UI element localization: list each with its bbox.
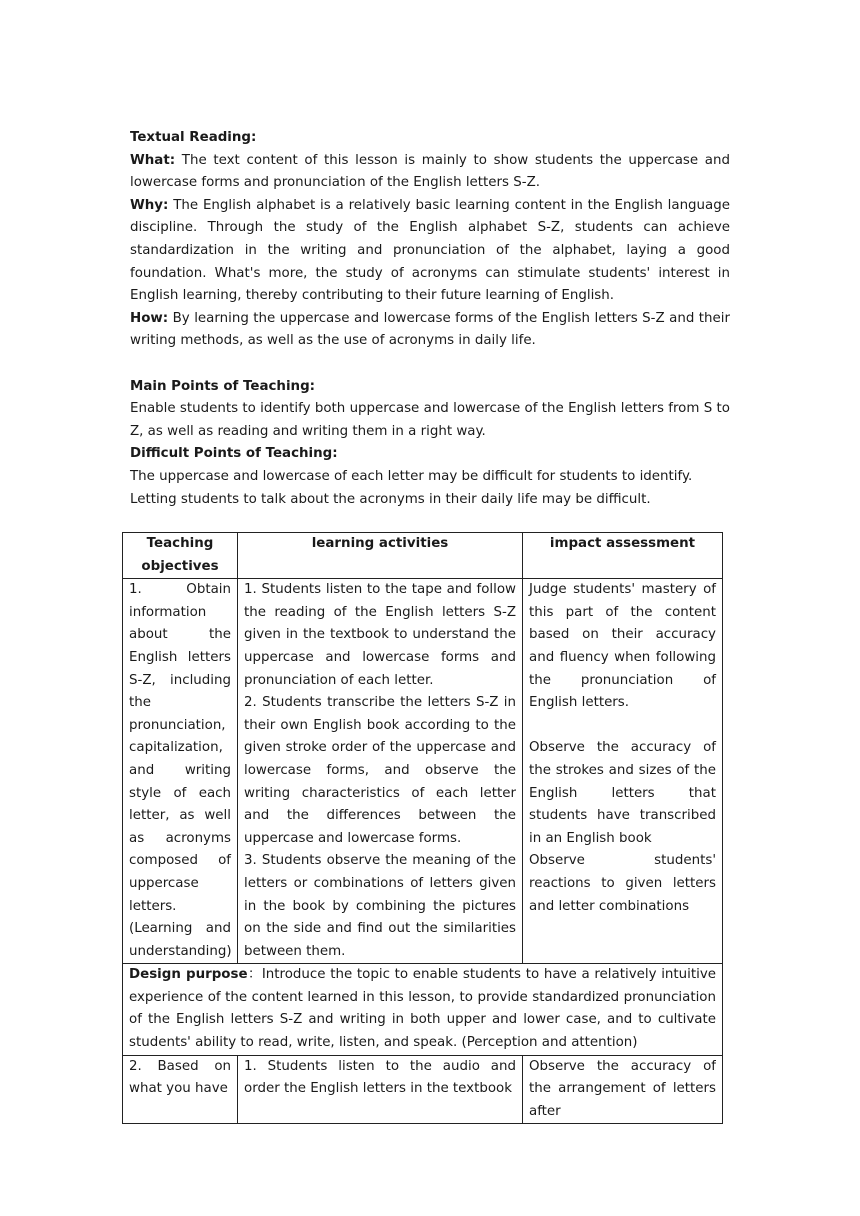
- main-points-text: Enable students to identify both uppercase and lowercase of the English letters from S to Z, as well as reading and writing them in a right way.: [130, 401, 730, 439]
- assessment-cell: [523, 1055, 723, 1124]
- header-teaching-objectives: Teaching objectives: [123, 533, 238, 579]
- main-points-heading: Main Points of Teaching:: [130, 378, 316, 394]
- how-label: How:: [130, 310, 169, 326]
- header-impact-assessment: impact assessment: [523, 533, 723, 579]
- difficult-points-line-2: Letting students to talk about the acronyms in their daily life may be difficult.: [130, 491, 651, 507]
- design-purpose-separator: ：: [247, 967, 262, 983]
- what-text: The text content of this lesson is mainly to show students the uppercase and lowercase forms and pronunciation of the English letters S-Z.: [130, 152, 730, 191]
- objective-text: 2. Based on what you have: [129, 1058, 231, 1097]
- assessment-2: Observe the accuracy of the strokes and sizes of the English letters that students have transcribed in an English book: [529, 740, 716, 846]
- design-purpose-cell: [123, 964, 723, 1055]
- what-label: What:: [130, 152, 176, 168]
- activity-3: 3. Students observe the meaning of the letters or combinations of letters given in the book by combining the pictures on the side and find out the similarities between them.: [244, 853, 516, 959]
- design-purpose-row: [123, 964, 723, 1055]
- why-label: Why:: [130, 197, 169, 213]
- spacer: [529, 715, 716, 738]
- why-text: The English alphabet is a relatively basic learning content in the English language discipline. Through the study of the English alphabet S-Z, students can achieve standardization in the writing and pronunciation of the alphabet, laying a good foundation. What's more, the study of acronyms can stimulate students' interest in English learning, thereby contributing to their future learning of English.: [130, 197, 730, 304]
- table-header-row: [123, 533, 723, 579]
- textual-reading-heading: Textual Reading:: [130, 130, 257, 145]
- table-row: [123, 579, 723, 964]
- lesson-analysis: [130, 127, 730, 511]
- activity-text: 1. Students listen to the audio and order the English letters in the textbook: [244, 1058, 516, 1097]
- activities-cell: [238, 579, 523, 964]
- how-text: By learning the uppercase and lowercase forms of the English letters S-Z and their writing methods, as well as the use of acronyms in daily life.: [130, 310, 730, 349]
- header-learning-activities: learning activities: [238, 533, 523, 579]
- objective-cell: 1. Obtain information about the English letters S-Z, including the pronunciation, capitalization, and writing style of each letter, as well as acronyms composed of uppercase letters. (Learning and understanding): [123, 579, 238, 964]
- table-row: [123, 1055, 723, 1124]
- activity-1: 1. Students listen to the tape and follow the reading of the English letters S-Z given in the textbook to understand the uppercase and lowercase forms and pronunciation of each letter.: [244, 582, 516, 688]
- teaching-plan-table: [122, 532, 723, 1124]
- assessment-text: Observe the accuracy of the arrangement of letters after: [529, 1058, 716, 1119]
- objective-cell: [123, 1055, 238, 1124]
- design-purpose-text: Introduce the topic to enable students to have a relatively intuitive experience of the content learned in this lesson, to provide standardized pronunciation of the English letters S-Z and writing in both upper and lower case, and to cultivate students' ability to read, write, listen, and speak. (Perception and attention): [129, 967, 717, 1051]
- assessment-cell: [523, 579, 723, 964]
- what-paragraph: [130, 150, 730, 195]
- activity-2: 2. Students transcribe the letters S-Z in their own English book according to the given stroke order of the uppercase and lowercase forms, and observe the writing characteristics of each letter and the differences between the uppercase and lowercase forms.: [244, 695, 516, 846]
- how-paragraph: [130, 308, 730, 353]
- difficult-points-line-1: The uppercase and lowercase of each letter may be difficult for students to identify.: [130, 468, 693, 484]
- activities-cell: [238, 1055, 523, 1124]
- design-purpose-label: Design purpose: [129, 967, 248, 983]
- spacer: [130, 353, 730, 376]
- why-paragraph: [130, 195, 730, 308]
- difficult-points-heading: Difficult Points of Teaching:: [130, 446, 338, 462]
- assessment-1: Judge students' mastery of this part of the content based on their accuracy and fluency when following the pronunciation of English letters.: [529, 582, 716, 711]
- assessment-3: Observe students' reactions to given letters and letter combinations: [529, 853, 716, 914]
